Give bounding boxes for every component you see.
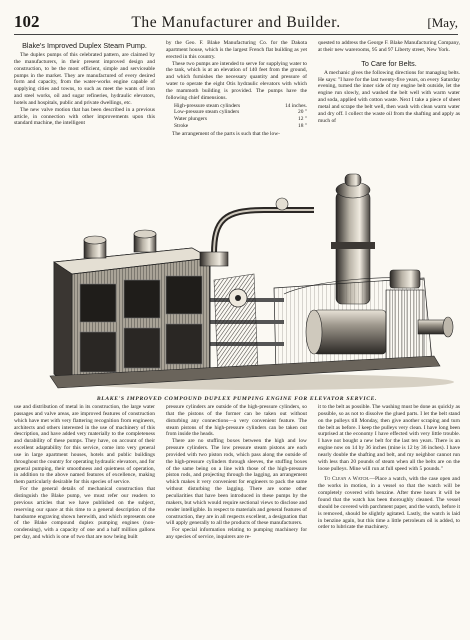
dimension-row: Stroke 18 ": [174, 123, 307, 130]
issue-month: [May,: [427, 15, 458, 30]
paragraph: use and distribution of metal in its construction, the large water passages and valve areas, are improved features of construction which have met with very flattering recognition from engineers, architects and others interested in the use of machinery of this description, and have added very materially to the completeness and durability of these pumps. They have, on account of their excellent adaptability for this service, come into very general use in large apartment houses, hotels and public buildings throughout the country for operating hydraulic elevators, and for general pumping, their smoothness and quietness of operation, in addition to the above named features of excellence, making them particularly desirable for this species of service.: [14, 404, 155, 486]
dimension-list: [174, 103, 307, 130]
page-number: 102: [14, 12, 40, 31]
paragraph: quested to address the George F. Blake Manufacturing Company, at their new warerooms, 95 and 97 Liberty street, New York.: [318, 40, 460, 53]
paragraph: A mechanic gives the following directions for managing belts. He says: "I have for the last twenty-five years, on every Saturday evening, turned the inner side of my engine belt outside, let the engine run slowly, and washed the belt well with warm water and soda, applied with cotton waste. Next I take a piece of sheet metal and scrape the belt well, then wash with clean warm water and dry off. I collect the waste oil from the shafting and apply as much of: [318, 69, 460, 124]
paragraph: by the Geo. F. Blake Manufacturing Co. for the Dakota apartment house, which is the largest French flat building as yet erected in this country.: [166, 40, 307, 60]
paragraph: The duplex pumps of this celebrated pattern, are claimed by the manufacturers, in their present improved design and construction, to be the most efficient, simple and serviceable pumps in the market. They are manufactured of every desired form and capacity, from the water-works engine capable of supplying cities and towns, to such as meet the wants of iron and steel works, oil and sugar refineries, hydraulic elevators, hotels and hospitals, public and private dwellings, etc.: [14, 52, 155, 106]
article-belts-col3-top: [318, 40, 460, 167]
article-pump-col2-top: [166, 40, 307, 167]
pump-engine-engraving: [14, 170, 460, 392]
watch-body: —Place a watch, with the case open and the works in motion, in a vessel so that the watch will be completely covered with benzine. After three hours it will be found that the watch has been thoroughly cleaned. The vessel should be covered with parchment paper, and the watch, before it is removed, should be slightly agitated. Lastly, the watch is laid in benzine again, but this time a little petroleum oil is added, to order to lubricate the machinery.: [318, 476, 460, 531]
paragraph: These two pumps are intended to serve for supplying water to the tank, which is at an elevation of 140 feet from the ground, and which furnishes the necessary quantity and pressure of water to operate the eight Otis hydraulic elevators with which the mammoth building is provided. The pumps have the following chief dimensions.: [166, 60, 307, 101]
paragraph: For special information relating to pumping machinery for any species of service, inquirers are re-: [166, 527, 307, 541]
paragraph: The arrangement of the parts is such that the low-: [172, 130, 280, 137]
paragraph: The new valve motion that has been described in a previous article, in connection with other improvements upon this standard machine, the intelligent: [14, 106, 155, 127]
article-title-watch: To Clean a Watch.: [324, 476, 370, 483]
dimension-row: High-pressure steam cylinders 14 inches.: [174, 102, 307, 109]
paragraph: There are no stuffing boxes between the high and low pressure cylinders. The low pressure steam pistons are each provided with two piston rods, which pass along the outside of the high-pressure cylinders through sleeves, the stuffing boxes of the same being on a line with those of the high-pressure piston rods, and projecting through the lagging, an arrangement which makes it very convenient for engineers to pack the same without disturbing the lagging. There are some other peculiarities that have been introduced in these pumps by the makers, but which would require sectional views to disclose and render intelligible. In respect to materials and general features of construction, they are in all respects excellent, a designation that will apply generally to all the products of these manufacturers.: [166, 438, 307, 527]
article-title-belts: To Care for Belts.: [361, 58, 417, 68]
dimension-row: Low-pressure steam cylinders 20 ": [174, 109, 307, 116]
article-pump-col1-top: [14, 40, 155, 167]
paragraph: it to the belt as possible. The washing must be done as quickly as possible, so as not to dissolve the glued parts. I let the belt stand on the pulleys till Monday, then give another scraping and turn the belt as before. I keep the pulleys very clean. I have long been surprised at the economy I have effected with very little trouble. I have not bought a new belt for the last ten years. There is an engine now on 14 by 36 inches (mine is 12 by 36 inches). I have nearly double the shafting and belt, and my neighbor cannot run with less than 20 pounds of steam when all the belts are on the loose pulleys. Mine will run at full speed with 5 pounds.": [318, 404, 460, 472]
dimension-row: Water plungers 12 ": [174, 116, 307, 123]
article-pump-col1-bottom: [14, 404, 155, 636]
article-pump-col2-bottom: [166, 404, 307, 636]
paragraph: pressure cylinders are outside of the high-pressure cylinders, so that the pistons of the former can be taken out without disturbing any connections—a very convenient feature. The steam pistons of the high-pressure cylinders can be taken out from inside the heads.: [166, 404, 307, 438]
paragraph: For the general details of mechanical construction that distinguish the Blake pump, we must refer our readers to previous articles that we have published on the subject, reserving our space at this time to a general description of the handsome engraving shown herewith, and which represents one of the Blake compound duplex pumping engines (non-condensing), with a capacity of one and a half million gallons per day, and which is one of two that are now being built: [14, 486, 155, 541]
figure-caption: BLAKE'S IMPROVED COMPOUND DUPLEX PUMPING ENGINE FOR ELEVATOR SERVICE.: [96, 396, 378, 402]
article-belts-col3-bottom: [318, 404, 460, 636]
article-title-pump: Blake's Improved Duplex Steam Pump.: [22, 41, 147, 50]
journal-title: The Manufacturer and Builder.: [131, 14, 341, 31]
paragraph-watch: [318, 476, 460, 531]
running-header: [14, 12, 458, 35]
